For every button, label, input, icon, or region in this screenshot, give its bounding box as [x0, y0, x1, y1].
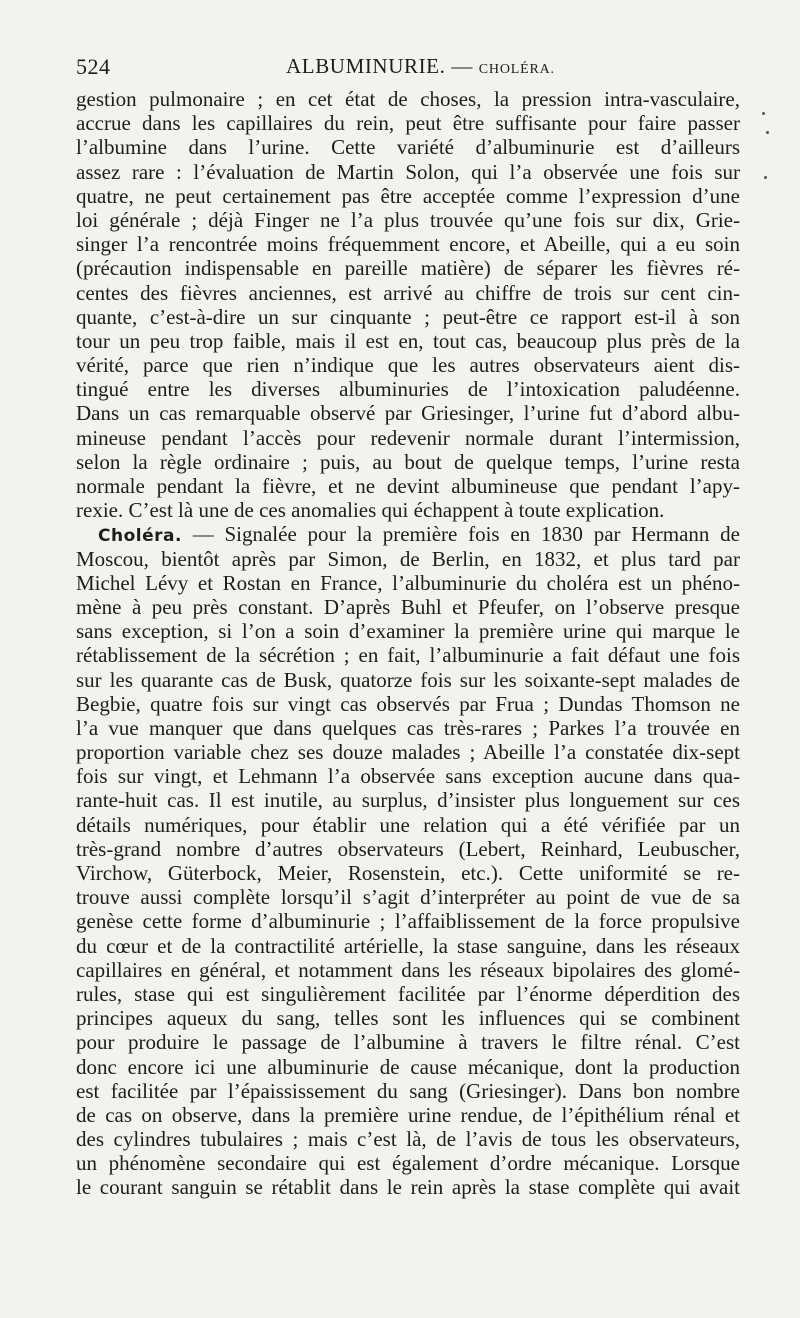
text-line: assez rare : l’évaluation de Martin Solon, qui l’a observée une fois sur	[76, 159, 740, 184]
text-line: singer l’a rencontrée moins fréquemment encore, et Abeille, qui a eu soin	[76, 232, 740, 257]
text-line: rules, stase qui est singulièrement facilitée par l’énorme déperdition des	[76, 981, 740, 1006]
text-line: mène à peu près constant. D’après Buhl et Pfeufer, on l’observe presque	[76, 594, 740, 619]
text-line: du cœur et de la contractilité artérielle, la stase sanguine, dans les réseaux	[76, 933, 740, 958]
text-line: sans exception, si l’on a soin d’examiner la première urine qui marque le	[76, 619, 740, 644]
paragraph-cholera	[76, 547, 740, 1200]
text-line: tingué entre les diverses albuminuries de l’intoxication paludéenne.	[76, 377, 740, 402]
text-line: Begbie, quatre fois sur vingt cas observés par Frua ; Dundas Thomson ne	[76, 691, 740, 716]
text-line: pour produire le passage de l’albumine à travers le filtre rénal. C’est	[76, 1030, 740, 1055]
running-subtitle: CHOLÉRA.	[478, 62, 555, 77]
paragraph-fevers	[76, 87, 740, 522]
running-head-separator: —	[451, 54, 473, 78]
text-line: rétablissement de la sécrétion ; en fait, l’albuminurie a fait défaut une fois	[76, 643, 740, 668]
text-line: l’a vue manquer que dans quelques cas très-rares ; Parkes l’a trouvée en	[76, 715, 740, 740]
text-line: accrue dans les capillaires du rein, peut être suffisante pour faire passer	[76, 111, 740, 136]
text-line: (précaution indispensable en pareille matière) de séparer les fièvres ré-	[76, 256, 740, 281]
text-line: sur les quarante cas de Busk, quatorze fois sur les soixante-sept malades de	[76, 667, 740, 692]
text-line: détails numériques, pour établir une relation qui a été vérifiée par un	[76, 812, 740, 837]
margin-mark	[762, 112, 765, 115]
text-line: capillaires en général, et notamment dans les réseaux bipolaires des glomé-	[76, 957, 740, 982]
text-line: quante, c’est-à-dire un sur cinquante ; peut-être ce rapport est-il à son	[76, 304, 740, 329]
text-line: trouve aussi complète lorsqu’il s’agit d’interpréter au point de vue de sa	[76, 885, 740, 910]
text-line: très-grand nombre d’autres observateurs (Lebert, Reinhard, Leubuscher,	[76, 836, 740, 861]
text-line: mineuse pendant l’accès pour redevenir normale durant l’intermission,	[76, 425, 740, 450]
margin-mark	[764, 176, 767, 179]
text-line: Dans un cas remarquable observé par Griesinger, l’urine fut d’abord albu-	[76, 401, 740, 426]
text-line: est facilitée par l’épaississement du sang (Griesinger). Dans bon nombre	[76, 1078, 740, 1103]
text-line: donc encore ici une albuminurie de cause mécanique, dont la production	[76, 1054, 740, 1079]
text-line: Moscou, bientôt après par Simon, de Berlin, en 1832, et plus tard par	[76, 546, 740, 571]
text-line: tour un peu trop faible, mais il est en, tout cas, beaucoup plus près de la	[76, 328, 740, 353]
text-line: normale pendant la fièvre, et ne devint albumineuse que pendant l’apy-	[76, 474, 740, 498]
page-number: 524	[76, 54, 111, 79]
text-line: selon la règle ordinaire ; puis, au bout de quelque temps, l’urine resta	[76, 449, 740, 474]
text-line: de cas on observe, dans la première urine rendue, de l’épithélium rénal et	[76, 1102, 740, 1127]
text-line: principes aqueux du sang, telles sont les influences qui se combinent	[76, 1006, 740, 1031]
text-line: Michel Lévy et Rostan en France, l’albuminurie du choléra est un phéno-	[76, 570, 740, 595]
text-line: vérité, parce que rien n’indique que les autres observateurs aient dis-	[76, 353, 740, 378]
text-line: des cylindres tubulaires ; mais c’est là, de l’avis de tous les observateurs,	[76, 1127, 740, 1152]
text-line: rexie. C’est là une de ces anomalies qui échappent à toute explication.	[76, 498, 665, 523]
text-line: un phénomène secondaire qui est également d’ordre mécanique. Lorsque	[76, 1151, 740, 1176]
text-line: Virchow, Güterbock, Meier, Rosenstein, etc.). Cette uniformité se re-	[76, 861, 740, 885]
cholera-first-line	[76, 522, 740, 546]
cholera-first-line-text: — Signalée pour la première fois en 1830 par Hermann de	[181, 522, 740, 547]
text-line: quatre, ne peut certainement pas être acceptée comme l’expression d’une	[76, 183, 740, 208]
text-line: rante-huit cas. Il est inutile, au surplus, d’insister plus longuement sur ces	[76, 788, 740, 813]
margin-mark	[766, 131, 769, 134]
text-line: l’albumine dans l’urine. Cette variété d’albuminurie est d’ailleurs	[76, 135, 740, 160]
body-text	[76, 87, 740, 1200]
text-line: fois sur vingt, et Lehmann l’a observée sans exception aucune dans qua-	[76, 764, 740, 789]
page-header	[76, 52, 740, 86]
text-line: centes des fièvres anciennes, est arrivé au chiffre de trois sur cent cin-	[76, 280, 740, 305]
text-line: gestion pulmonaire ; en cet état de choses, la pression intra-vasculaire,	[76, 87, 740, 111]
text-line: proportion variable chez ses douze malades ; Abeille l’a constatée dix-sept	[76, 740, 740, 765]
text-line: le courant sanguin se rétablit dans le rein après la stase complète qui avait	[76, 1175, 740, 1200]
section-heading-cholera: Choléra.	[98, 526, 182, 547]
running-head	[286, 54, 555, 79]
text-line: genèse cette forme d’albuminurie ; l’affaiblissement de la force propulsive	[76, 909, 740, 934]
running-title: ALBUMINURIE.	[286, 54, 446, 78]
text-line: loi générale ; déjà Finger ne l’a plus trouvée qu’une fois sur dix, Grie-	[76, 207, 740, 232]
